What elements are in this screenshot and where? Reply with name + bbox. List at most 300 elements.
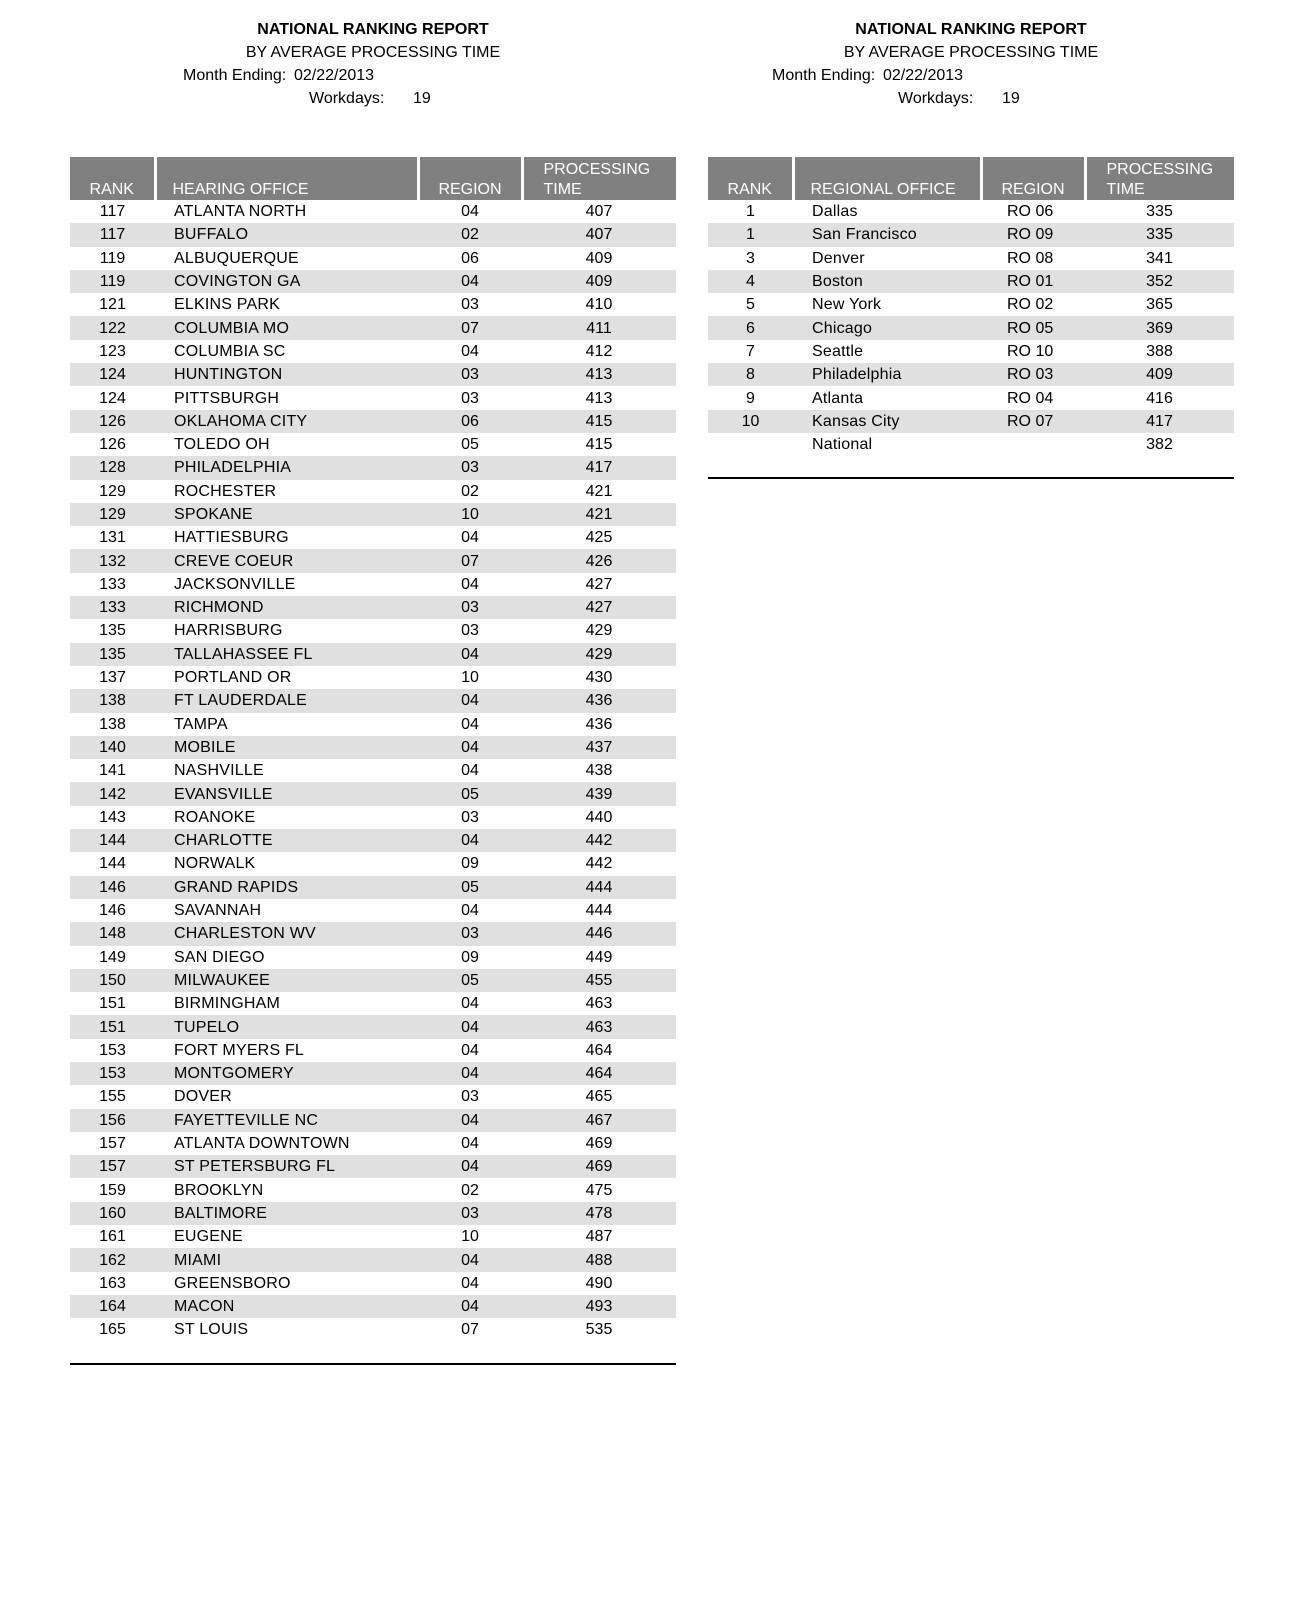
region-cell: 05 [418, 782, 522, 805]
rank-cell: 157 [70, 1155, 155, 1178]
rank-cell: 164 [70, 1295, 155, 1318]
processing-time-cell: 425 [585, 529, 613, 547]
processing-time-cell: 335 [1085, 223, 1234, 246]
processing-time-cell: 421 [522, 503, 676, 526]
table-row [70, 829, 676, 852]
table-row [70, 876, 676, 899]
region-cell: 03 [418, 456, 522, 479]
table-row [70, 1248, 676, 1271]
processing-time-cell: 407 [522, 223, 676, 246]
rank-cell: 129 [99, 482, 126, 500]
rank-cell [708, 433, 793, 456]
region-cell: RO 01 [981, 270, 1085, 293]
table-row [70, 1132, 676, 1155]
rank-cell: 138 [99, 715, 126, 733]
table-row [70, 386, 676, 409]
table-row [708, 363, 1234, 386]
table-row [70, 922, 676, 945]
rank-cell: 1 [746, 203, 755, 221]
rank-cell: 155 [99, 1088, 126, 1106]
table-row [708, 200, 1234, 223]
region-cell: 04 [418, 1248, 522, 1271]
rank-cell: 153 [99, 1041, 126, 1059]
proc-header-line2: TIME [1106, 181, 1145, 198]
region-cell: 04 [418, 689, 522, 712]
region-cell: 03 [461, 808, 479, 826]
table-row [70, 1202, 676, 1225]
office-cell: HATTIESBURG [174, 529, 289, 547]
office-cell: BALTIMORE [155, 1202, 418, 1225]
table-row [70, 1272, 676, 1295]
month-ending-value: 02/22/2013 [883, 67, 964, 84]
regional-office-table [708, 157, 1234, 456]
table-row [708, 270, 1234, 293]
processing-time-cell: 444 [522, 876, 676, 899]
rank-cell: 131 [99, 529, 126, 547]
office-cell: Dallas [812, 203, 858, 221]
region-cell: 04 [461, 715, 479, 733]
office-cell: Denver [812, 249, 865, 267]
region-cell: 07 [418, 316, 522, 339]
table-row [708, 293, 1234, 316]
office-cell: SAVANNAH [174, 902, 262, 920]
processing-time-cell: 369 [1085, 316, 1234, 339]
col-office-header: REGIONAL OFFICE [793, 157, 981, 200]
processing-time-cell: 388 [1146, 342, 1173, 360]
col-rank-header: RANK [70, 157, 155, 200]
processing-time-cell: 430 [585, 669, 613, 687]
office-cell: MIAMI [155, 1248, 418, 1271]
rank-cell: 165 [99, 1321, 126, 1339]
region-cell: RO 02 [1007, 296, 1054, 314]
office-cell: National [812, 436, 873, 454]
region-cell: 05 [461, 436, 479, 454]
report-subtitle: BY AVERAGE PROCESSING TIME [245, 44, 501, 61]
rank-cell: 149 [99, 948, 126, 966]
region-cell: 09 [461, 855, 479, 873]
office-cell: COVINGTON GA [155, 270, 418, 293]
report-subtitle: BY AVERAGE PROCESSING TIME [843, 44, 1099, 61]
office-cell: JACKSONVILLE [174, 575, 296, 593]
processing-time-cell: 455 [522, 969, 676, 992]
processing-time-cell: 469 [585, 1135, 613, 1153]
office-cell: PITTSBURGH [174, 389, 280, 407]
rank-cell: 132 [70, 549, 155, 572]
table-row [708, 410, 1234, 433]
region-cell: 03 [418, 1202, 522, 1225]
rank-cell: 156 [70, 1109, 155, 1132]
rank-cell: 124 [70, 363, 155, 386]
region-cell: 06 [461, 249, 479, 267]
table-row [70, 433, 676, 456]
rank-cell: 161 [99, 1228, 126, 1246]
office-cell: GRAND RAPIDS [155, 876, 418, 899]
office-cell: HARRISBURG [174, 622, 283, 640]
region-cell: RO 09 [981, 223, 1085, 246]
rank-cell: 128 [70, 456, 155, 479]
region-cell: 07 [461, 1321, 479, 1339]
office-cell: COLUMBIA SC [174, 342, 286, 360]
processing-time-cell: 440 [585, 808, 613, 826]
table-row [708, 316, 1234, 339]
region-cell: 04 [418, 1155, 522, 1178]
processing-time-cell: 411 [522, 316, 676, 339]
region-cell: 04 [418, 829, 522, 852]
region-cell: 03 [461, 389, 479, 407]
processing-time-cell: 365 [1146, 296, 1173, 314]
region-cell: 04 [418, 1015, 522, 1038]
office-cell: CREVE COEUR [155, 549, 418, 572]
table-row [70, 1085, 676, 1108]
office-cell: TALLAHASSEE FL [155, 643, 418, 666]
rank-cell: 142 [70, 782, 155, 805]
processing-time-cell: 412 [585, 342, 613, 360]
processing-time-cell: 469 [522, 1155, 676, 1178]
region-cell: 10 [461, 669, 479, 687]
rank-cell: 148 [70, 922, 155, 945]
office-cell: TUPELO [155, 1015, 418, 1038]
table-header-row [70, 157, 676, 200]
region-cell: 03 [461, 296, 479, 314]
office-cell: FT LAUDERDALE [155, 689, 418, 712]
national-total-row [708, 433, 1234, 456]
office-cell: ATLANTA DOWNTOWN [174, 1135, 350, 1153]
region-cell: 02 [461, 1181, 479, 1199]
office-cell: TAMPA [174, 715, 228, 733]
processing-time-cell: 442 [585, 855, 613, 873]
region-cell: 02 [461, 482, 479, 500]
office-cell: SAN DIEGO [174, 948, 265, 966]
rank-cell: 160 [70, 1202, 155, 1225]
processing-time-cell: 437 [522, 736, 676, 759]
rank-cell: 151 [70, 1015, 155, 1038]
processing-time-cell: 415 [585, 436, 613, 454]
processing-time-cell: 341 [1146, 249, 1173, 267]
rank-cell: 135 [99, 622, 126, 640]
rank-cell: 119 [70, 270, 155, 293]
processing-time-cell: 442 [522, 829, 676, 852]
processing-time-cell: 413 [585, 389, 613, 407]
processing-time-cell: 465 [585, 1088, 613, 1106]
table-row [70, 1178, 676, 1201]
region-cell: 04 [461, 529, 479, 547]
office-cell: Boston [793, 270, 981, 293]
table-row [70, 899, 676, 922]
region-cell: 04 [461, 1274, 479, 1292]
region-cell: 04 [461, 995, 479, 1013]
processing-time-cell: 335 [1146, 203, 1173, 221]
proc-header-line1: PROCESSING [543, 161, 651, 178]
region-cell: 10 [461, 1228, 479, 1246]
office-cell: ROANOKE [174, 808, 256, 826]
rank-cell: 8 [708, 363, 793, 386]
rank-cell: 153 [70, 1062, 155, 1085]
table-row [70, 340, 676, 363]
processing-time-cell: 478 [522, 1202, 676, 1225]
col-processing-time-header [1085, 157, 1234, 200]
office-cell: PHILADELPHIA [155, 456, 418, 479]
rank-cell: 117 [99, 203, 126, 221]
processing-time-cell: 429 [585, 622, 613, 640]
office-cell: BUFFALO [155, 223, 418, 246]
region-cell: 04 [461, 342, 479, 360]
office-cell: TOLEDO OH [174, 436, 270, 454]
table-row [70, 596, 676, 619]
region-cell: 07 [418, 549, 522, 572]
rank-cell: 3 [746, 249, 755, 267]
region-cell: 04 [418, 643, 522, 666]
office-cell: ST LOUIS [174, 1321, 249, 1339]
processing-time-cell: 436 [585, 715, 613, 733]
processing-time-cell: 410 [585, 296, 613, 314]
report-title: NATIONAL RANKING REPORT [257, 21, 489, 38]
processing-time-cell: 444 [585, 902, 613, 920]
hearing-office-rows [70, 200, 676, 1342]
region-cell: RO 06 [1007, 203, 1054, 221]
processing-time-cell: 463 [522, 1015, 676, 1038]
processing-time-cell: 415 [522, 410, 676, 433]
table-row [70, 689, 676, 712]
processing-time-cell: 421 [585, 482, 613, 500]
office-cell: BROOKLYN [174, 1181, 264, 1199]
month-ending-label: Month Ending: [183, 67, 287, 84]
col-office-header: HEARING OFFICE [155, 157, 418, 200]
office-cell: ELKINS PARK [174, 296, 280, 314]
office-cell: EUGENE [174, 1228, 243, 1246]
rank-cell: 5 [746, 296, 755, 314]
rank-cell: 144 [99, 855, 126, 873]
region-cell: 04 [418, 1062, 522, 1085]
rank-cell: 1 [708, 223, 793, 246]
col-region-header: REGION [418, 157, 522, 200]
table-row [708, 340, 1234, 363]
office-cell: GREENSBORO [174, 1274, 291, 1292]
processing-time-cell: 475 [585, 1181, 613, 1199]
office-cell: MILWAUKEE [155, 969, 418, 992]
processing-time-cell: 436 [522, 689, 676, 712]
office-cell: HUNTINGTON [155, 363, 418, 386]
table-row [70, 223, 676, 246]
office-cell: Atlanta [812, 389, 864, 407]
processing-time-cell: 488 [522, 1248, 676, 1271]
office-cell: OKLAHOMA CITY [155, 410, 418, 433]
processing-time-cell: 382 [1146, 436, 1173, 454]
rank-cell: 6 [708, 316, 793, 339]
region-cell: 04 [461, 902, 479, 920]
rank-cell: 141 [99, 762, 126, 780]
office-cell: Seattle [812, 342, 864, 360]
table-row [70, 549, 676, 572]
region-cell: 09 [461, 948, 479, 966]
table-row [70, 713, 676, 736]
rank-cell: 146 [70, 876, 155, 899]
rank-cell: 133 [70, 596, 155, 619]
rank-cell: 4 [708, 270, 793, 293]
workdays-value: 19 [413, 90, 431, 107]
office-cell: Chicago [793, 316, 981, 339]
table-row [70, 619, 676, 642]
report-title: NATIONAL RANKING REPORT [855, 21, 1087, 38]
table-row [708, 386, 1234, 409]
region-cell: 02 [418, 223, 522, 246]
office-cell: RICHMOND [155, 596, 418, 619]
processing-time-cell: 490 [585, 1274, 613, 1292]
region-cell: 05 [418, 876, 522, 899]
table-bottom-rule [70, 1363, 676, 1365]
table-row [70, 852, 676, 875]
rank-cell: 119 [99, 249, 126, 267]
table-row [70, 270, 676, 293]
region-cell: RO 03 [981, 363, 1085, 386]
office-cell: CHARLESTON WV [155, 922, 418, 945]
table-row [70, 200, 676, 223]
office-cell: COLUMBIA MO [155, 316, 418, 339]
processing-time-cell: 417 [1085, 410, 1234, 433]
region-cell: 04 [461, 1135, 479, 1153]
region-cell: 04 [418, 1295, 522, 1318]
table-row [70, 1062, 676, 1085]
workdays-label: Workdays: [309, 90, 385, 107]
processing-time-cell: 449 [585, 948, 613, 966]
col-region-header: REGION [981, 157, 1085, 200]
month-ending-label: Month Ending: [772, 67, 876, 84]
rank-cell: 117 [70, 223, 155, 246]
region-cell: 04 [418, 736, 522, 759]
table-row [70, 1225, 676, 1248]
table-row [70, 503, 676, 526]
region-cell: RO 08 [1007, 249, 1054, 267]
processing-time-cell: 487 [585, 1228, 613, 1246]
rank-cell: 138 [70, 689, 155, 712]
rank-cell: 135 [70, 643, 155, 666]
table-row [70, 293, 676, 316]
office-cell: MACON [155, 1295, 418, 1318]
table-row [708, 223, 1234, 246]
rank-cell: 151 [99, 995, 126, 1013]
table-header-row [708, 157, 1234, 200]
table-row [70, 666, 676, 689]
table-row [70, 946, 676, 969]
office-cell: FORT MYERS FL [174, 1041, 305, 1059]
processing-time-cell: 407 [585, 203, 613, 221]
processing-time-cell: 446 [522, 922, 676, 945]
rank-cell: 10 [708, 410, 793, 433]
processing-time-cell: 417 [522, 456, 676, 479]
region-cell [981, 433, 1085, 456]
office-cell: FAYETTEVILLE NC [155, 1109, 418, 1132]
processing-time-cell: 409 [1085, 363, 1234, 386]
region-cell: 04 [461, 203, 479, 221]
processing-time-cell: 426 [522, 549, 676, 572]
col-rank-header: RANK [708, 157, 793, 200]
rank-cell: 157 [99, 1135, 126, 1153]
col-processing-time-header [522, 157, 676, 200]
rank-cell: 126 [99, 436, 126, 454]
proc-header-line2: TIME [543, 181, 582, 198]
office-cell: ATLANTA NORTH [174, 203, 307, 221]
processing-time-cell: 429 [522, 643, 676, 666]
table-row [70, 1015, 676, 1038]
region-cell: RO 05 [981, 316, 1085, 339]
workdays-label: Workdays: [898, 90, 974, 107]
office-cell: CHARLOTTE [155, 829, 418, 852]
rank-cell: 133 [99, 575, 126, 593]
table-row [70, 806, 676, 829]
processing-time-cell: 463 [585, 995, 613, 1013]
rank-cell: 129 [70, 503, 155, 526]
rank-cell: 163 [99, 1274, 126, 1292]
processing-time-cell: 427 [585, 575, 613, 593]
table-row [708, 247, 1234, 270]
processing-time-cell: 413 [522, 363, 676, 386]
rank-cell: 124 [99, 389, 126, 407]
rank-cell: 7 [746, 342, 755, 360]
table-row [70, 526, 676, 549]
processing-time-cell: 409 [585, 249, 613, 267]
table-row [70, 1318, 676, 1341]
rank-cell: 126 [70, 410, 155, 433]
office-cell: NASHVILLE [174, 762, 264, 780]
proc-header-line1: PROCESSING [1106, 161, 1214, 178]
rank-cell: 123 [99, 342, 126, 360]
office-cell: ST PETERSBURG FL [155, 1155, 418, 1178]
rank-cell: 9 [746, 389, 755, 407]
table-row [70, 316, 676, 339]
office-cell: San Francisco [793, 223, 981, 246]
region-cell: 03 [461, 1088, 479, 1106]
table-row [70, 992, 676, 1015]
processing-time-cell: 535 [585, 1321, 613, 1339]
table-row [70, 1109, 676, 1132]
processing-time-cell: 439 [522, 782, 676, 805]
processing-time-cell: 464 [585, 1041, 613, 1059]
processing-time-cell: 438 [585, 762, 613, 780]
processing-time-cell: 467 [522, 1109, 676, 1132]
region-cell: 04 [418, 270, 522, 293]
rank-cell: 122 [70, 316, 155, 339]
office-cell: BIRMINGHAM [174, 995, 280, 1013]
region-cell: 10 [418, 503, 522, 526]
rank-cell: 150 [70, 969, 155, 992]
office-cell: SPOKANE [155, 503, 418, 526]
table-row [70, 480, 676, 503]
workdays-value: 19 [1002, 90, 1020, 107]
rank-cell: 140 [70, 736, 155, 759]
office-cell: Philadelphia [793, 363, 981, 386]
rank-cell: 121 [99, 296, 126, 314]
office-cell: ROCHESTER [174, 482, 277, 500]
processing-time-cell: 464 [522, 1062, 676, 1085]
region-cell: 03 [418, 922, 522, 945]
rank-cell: 143 [99, 808, 126, 826]
region-cell: 04 [418, 1109, 522, 1132]
processing-time-cell: 352 [1085, 270, 1234, 293]
rank-cell: 137 [99, 669, 126, 687]
table-bottom-rule [708, 477, 1234, 479]
region-cell: 03 [418, 363, 522, 386]
table-row [70, 247, 676, 270]
region-cell: 04 [461, 762, 479, 780]
hearing-office-table [70, 157, 676, 1342]
table-row [70, 410, 676, 433]
region-cell: RO 04 [1007, 389, 1054, 407]
region-cell: 06 [418, 410, 522, 433]
office-cell: PORTLAND OR [174, 669, 292, 687]
table-row [70, 736, 676, 759]
office-cell: ALBUQUERQUE [174, 249, 299, 267]
region-cell: RO 07 [981, 410, 1085, 433]
region-cell: 04 [461, 575, 479, 593]
